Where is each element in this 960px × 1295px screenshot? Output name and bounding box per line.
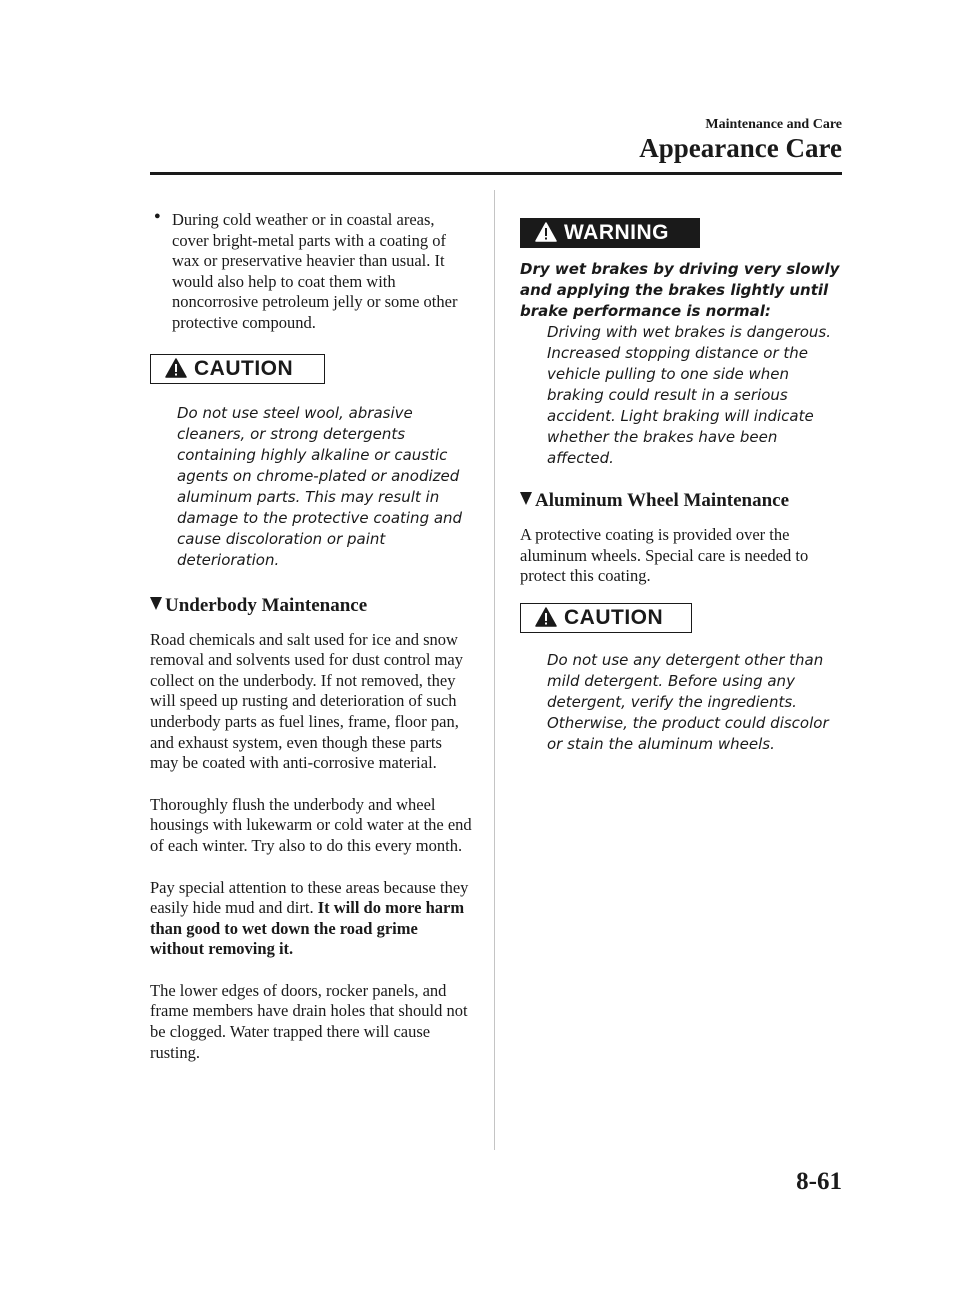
page-title: Appearance Care — [639, 133, 842, 163]
caution-badge-2 — [520, 603, 692, 633]
underbody-paragraph-3 — [150, 878, 472, 960]
warning-text: Driving with wet brakes is dangerous. Increased stopping distance or the vehicle pulling to one side when braking could result in a serious accident. Light braking will indicate whether the brakes have been affected. — [547, 323, 831, 467]
paragraph-3-normal: Pay special attention to these areas because they easily hide mud and dirt. — [150, 877, 469, 918]
aluminum-heading — [520, 490, 842, 512]
aluminum-paragraph: A protective coating is provided over the aluminum wheels. Special care is needed to protect this coating. — [520, 525, 809, 586]
column-divider — [494, 190, 495, 1150]
caution-text-2: Do not use any detergent other than mild detergent. Before using any detergent, verify the ingredients. Otherwise, the product could discolor or stain the aluminum wheels. — [547, 650, 829, 753]
left-column — [150, 210, 472, 1063]
bullet-marker: ● — [154, 210, 161, 222]
bullet-text: During cold weather or in coastal areas, cover bright-metal parts with a coating of wax or preservative heavier than usual. It would also help to coat them with noncorrosive petroleum jelly or some other protective compound. — [172, 210, 458, 332]
warning-triangle-icon — [535, 607, 557, 627]
header-divider — [150, 172, 842, 175]
paragraph-3-bold: It will do more harm than good to wet down the road grime without removing it. — [150, 898, 465, 959]
warning-heading: Dry wet brakes by driving very slowly and applying the brakes lightly until brake performance is normal: — [520, 260, 840, 320]
caution-label-2: CAUTION — [564, 605, 664, 629]
page-number: 8-61 — [796, 1168, 842, 1195]
caution-badge — [150, 354, 325, 384]
section-triangle-icon — [520, 492, 532, 505]
caution-label: CAUTION — [194, 356, 294, 380]
warning-badge — [520, 218, 700, 248]
right-column — [520, 218, 842, 755]
bullet-item — [150, 210, 472, 334]
underbody-paragraph-4: The lower edges of doors, rocker panels, and frame members have drain holes that should not be clogged. Water trapped there will cause rusting. — [150, 980, 468, 1062]
caution-text: Do not use steel wool, abrasive cleaners, or strong detergents containing highly alkaline or caustic agents on chrome-plated or anodized aluminum parts. This may result in damage to the protective coating and cause discoloration or paint deterioration. — [177, 403, 463, 569]
warning-label: WARNING — [564, 221, 669, 244]
warning-triangle-icon — [165, 358, 187, 378]
aluminum-heading-text: Aluminum Wheel Maintenance — [535, 490, 790, 511]
section-name: Maintenance and Care — [705, 117, 842, 132]
underbody-paragraph-2: Thoroughly flush the underbody and wheel housings with lukewarm or cold water at the end of each winter. Try also to do this every month. — [150, 794, 472, 855]
section-triangle-icon — [150, 597, 162, 610]
underbody-heading — [150, 595, 472, 617]
underbody-paragraph-1: Road chemicals and salt used for ice and snow removal and solvents used for dust control may collect on the underbody. If not removed, they will speed up rusting and deterioration of such underbody parts as fuel lines, frame, floor pan, and exhaust system, even though these parts may be coated with anti-corrosive material. — [150, 629, 463, 773]
underbody-heading-text: Underbody Maintenance — [165, 594, 368, 616]
warning-triangle-icon — [535, 222, 557, 242]
